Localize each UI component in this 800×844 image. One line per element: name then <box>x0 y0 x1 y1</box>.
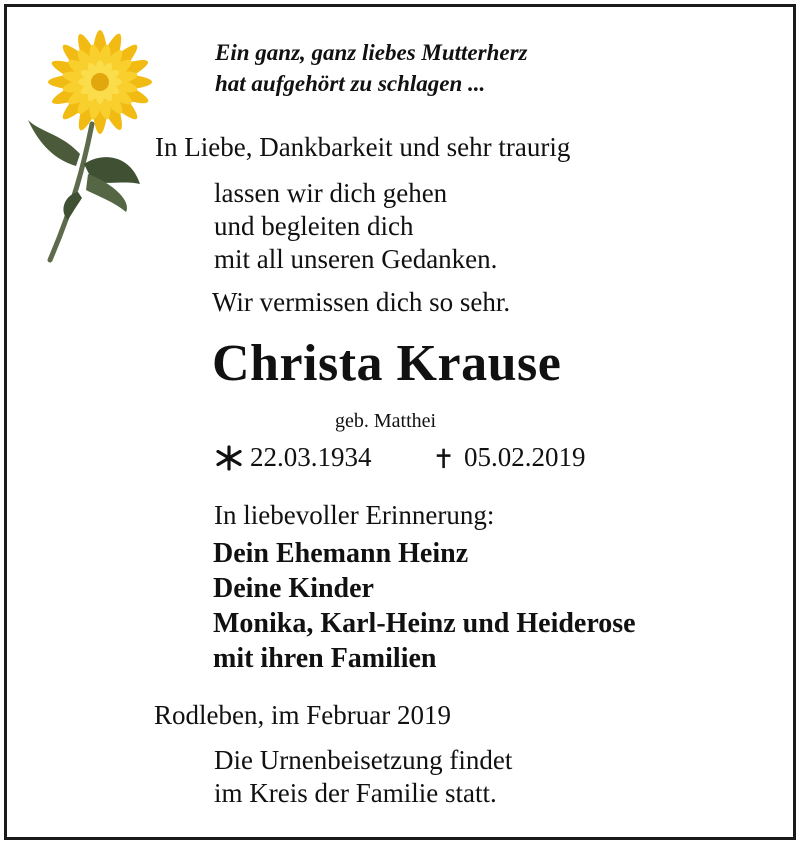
maiden-name: geb. Matthei <box>335 410 437 432</box>
death-date: 05.02.2019 <box>464 442 586 472</box>
poem-line-4: mit all unseren Gedanken. <box>214 244 498 274</box>
place-date: Rodleben, im Februar 2019 <box>154 700 451 730</box>
mourner-line-4: mit ihren Familien <box>213 643 437 674</box>
birth-date-row <box>214 441 372 474</box>
poem-line-2: lassen wir dich gehen <box>214 178 448 208</box>
poem-line-1: In Liebe, Dankbarkeit und sehr traurig <box>155 132 571 162</box>
birth-date: 22.03.1934 <box>250 442 372 472</box>
burial-line-1: Die Urnenbeisetzung findet <box>214 745 513 775</box>
intro-line-1: Ein ganz, ganz liebes Mutterherz <box>215 40 528 65</box>
deceased-name: Christa Krause <box>212 335 562 392</box>
poem-line-5: Wir vermissen dich so sehr. <box>212 287 511 317</box>
mourner-line-3: Monika, Karl-Heinz und Heiderose <box>213 608 636 639</box>
mourners-heading: In liebevoller Erinnerung: <box>214 500 495 530</box>
poem-line-3: und begleiten dich <box>214 211 414 241</box>
intro-line-2: hat aufgehört zu schlagen ... <box>215 71 486 96</box>
asterisk-star-icon <box>214 445 244 471</box>
mourner-line-2: Deine Kinder <box>213 573 374 604</box>
cross-icon <box>434 445 458 471</box>
chrysanthemum-icon <box>22 14 152 264</box>
mourner-line-1: Dein Ehemann Heinz <box>213 538 469 569</box>
death-date-row <box>434 441 586 474</box>
burial-line-2: im Kreis der Familie statt. <box>214 778 497 808</box>
